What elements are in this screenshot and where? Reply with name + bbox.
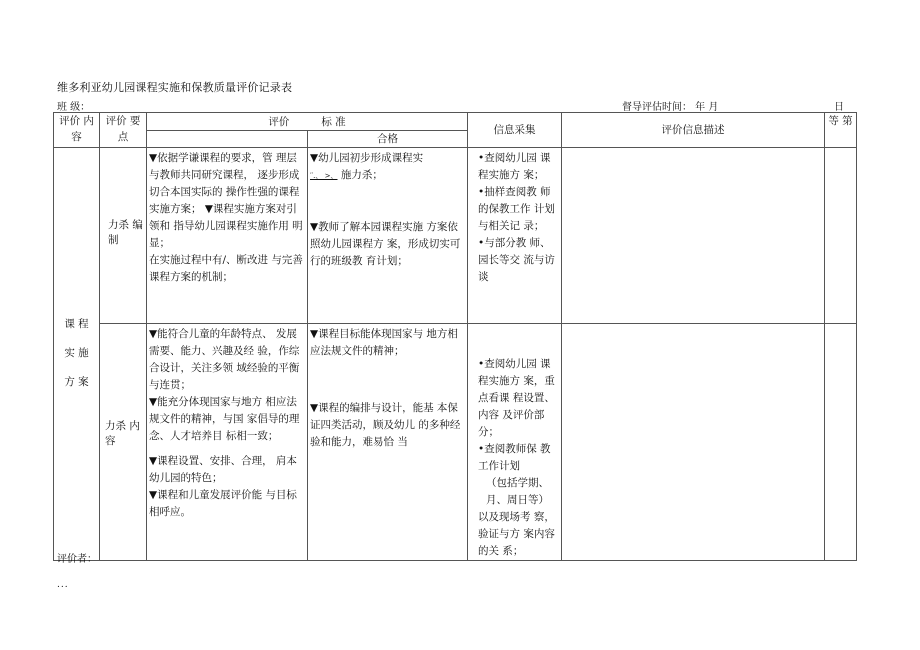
info-cell-2 bbox=[468, 324, 562, 561]
excellent-cell-2 bbox=[147, 324, 308, 561]
header-standard bbox=[147, 113, 468, 131]
evaluator-label: 评价者： bbox=[57, 554, 97, 565]
info-2-item-3: （包括学期、 月、周日等） bbox=[486, 477, 549, 506]
excellent-2-para-4: ▼课程和儿童发展评价能 与目标相呼应。 bbox=[149, 489, 297, 518]
pass-1-line-3: ▼教师了解本园课程实施 方案依照幼儿园课程方 案，形成切实可行的班级教 育计划； bbox=[310, 221, 461, 267]
desc-cell-2 bbox=[562, 324, 825, 561]
point-plan-content bbox=[100, 324, 147, 561]
excellent-cell-1 bbox=[147, 148, 308, 324]
point-plan-compile bbox=[100, 148, 147, 324]
desc-cell-1 bbox=[562, 148, 825, 324]
class-label: 班 级： bbox=[57, 102, 91, 113]
info-cell-1 bbox=[468, 148, 562, 324]
evaluation-table bbox=[53, 112, 857, 561]
excellent-2-para-2: ▼能充分体现国家与地方 相应法规文件的精神，与国 家倡导的理念、人才培养目 标相一致； bbox=[149, 396, 300, 442]
pass-1-line-1: ▼幼儿园初步形成课程实 bbox=[310, 152, 424, 164]
excellent-1-para-2: 在实施过程中有/、断改进 与完善课程方案的机制； bbox=[149, 254, 303, 283]
header-point-column: 评价 要点 bbox=[100, 113, 147, 148]
header-standard-label: 标 准 bbox=[321, 115, 346, 128]
header-excellent-blank bbox=[147, 131, 308, 148]
section-curriculum-plan bbox=[54, 148, 100, 561]
excellent-2-para-3: ▼课程设置、安排、合理， 肩本幼儿园的特色； bbox=[149, 455, 297, 484]
header-info-collect: 信息采集 bbox=[468, 113, 562, 148]
pass-cell-2 bbox=[308, 324, 468, 561]
info-1-item-2: •抽样查阅教 师的保教工作 计划与相关记 录； bbox=[478, 186, 555, 232]
pass-cell-1 bbox=[308, 148, 468, 324]
excellent-2-para-1: ▼能符合儿童的年龄特点、 发展需要、能力、兴趣及经 验，作综合设计，关注多领 域经验的平衡与连贯； bbox=[149, 328, 300, 391]
header-pass: 合格 bbox=[308, 131, 468, 148]
grade-cell-2 bbox=[825, 324, 857, 561]
header-info-desc: 评价信息描述 bbox=[562, 113, 825, 148]
evaluation-time-label: 督导评估时间： 年 月 bbox=[622, 102, 719, 113]
document-title: 维多利亚幼儿园课程实施和保教质量评价记录表 bbox=[57, 81, 293, 94]
pass-1-line-2: 施力杀； bbox=[340, 169, 383, 181]
day-label: 日 bbox=[834, 102, 844, 113]
point-plan-content-label: 力杀 内容 bbox=[105, 420, 140, 447]
header-eval-label: 评价 bbox=[268, 115, 290, 128]
info-1-item-1: •查阅幼儿园 课程实施方 案； bbox=[478, 152, 551, 181]
pass-2-para-2: ▼课程的编排与设计，能基 本保证四类活动，顾及幼儿 的多种经验和能力，难易恰 当 bbox=[310, 402, 461, 448]
header-content-column: 评价 内容 bbox=[54, 113, 100, 148]
excellent-1-para-1: ▼依据学谦课程的要求，管 理层与教师共同研究课程， 逐步形成切合本国实际的 操作性强的课程实施方案； ▼课程实施方案对引领和 指导幼儿园课程实施作用 明显； bbox=[149, 152, 303, 249]
header-grade: 等 第 bbox=[825, 113, 857, 148]
info-2-item-4: 以及现场考 察，验证与方 案内容的关 系； bbox=[478, 511, 555, 557]
section-label-line-1: 课 程 bbox=[64, 318, 89, 330]
pass-1-marks: ′′.、 >、 bbox=[310, 172, 338, 180]
section-label-line-2: 实 施 bbox=[64, 347, 89, 359]
pass-2-para-1: ▼课程目标能体现国家与 地方相应法规文件的精神； bbox=[310, 328, 458, 357]
info-2-item-2: •查阅教师保 教工作计划 bbox=[478, 443, 551, 472]
info-1-item-3: •与部分教 师、园长等交 流与访谈 bbox=[478, 237, 555, 283]
ellipsis-mark: ... bbox=[57, 580, 69, 590]
section-label-line-3: 方 案 bbox=[64, 376, 89, 388]
point-plan-compile-label: 力杀 编制 bbox=[108, 219, 143, 246]
info-2-item-1: •查阅幼儿园 课程实施方 案，重点看课 程设置、内容 及评价部分； bbox=[478, 358, 555, 438]
grade-cell-1 bbox=[825, 148, 857, 324]
